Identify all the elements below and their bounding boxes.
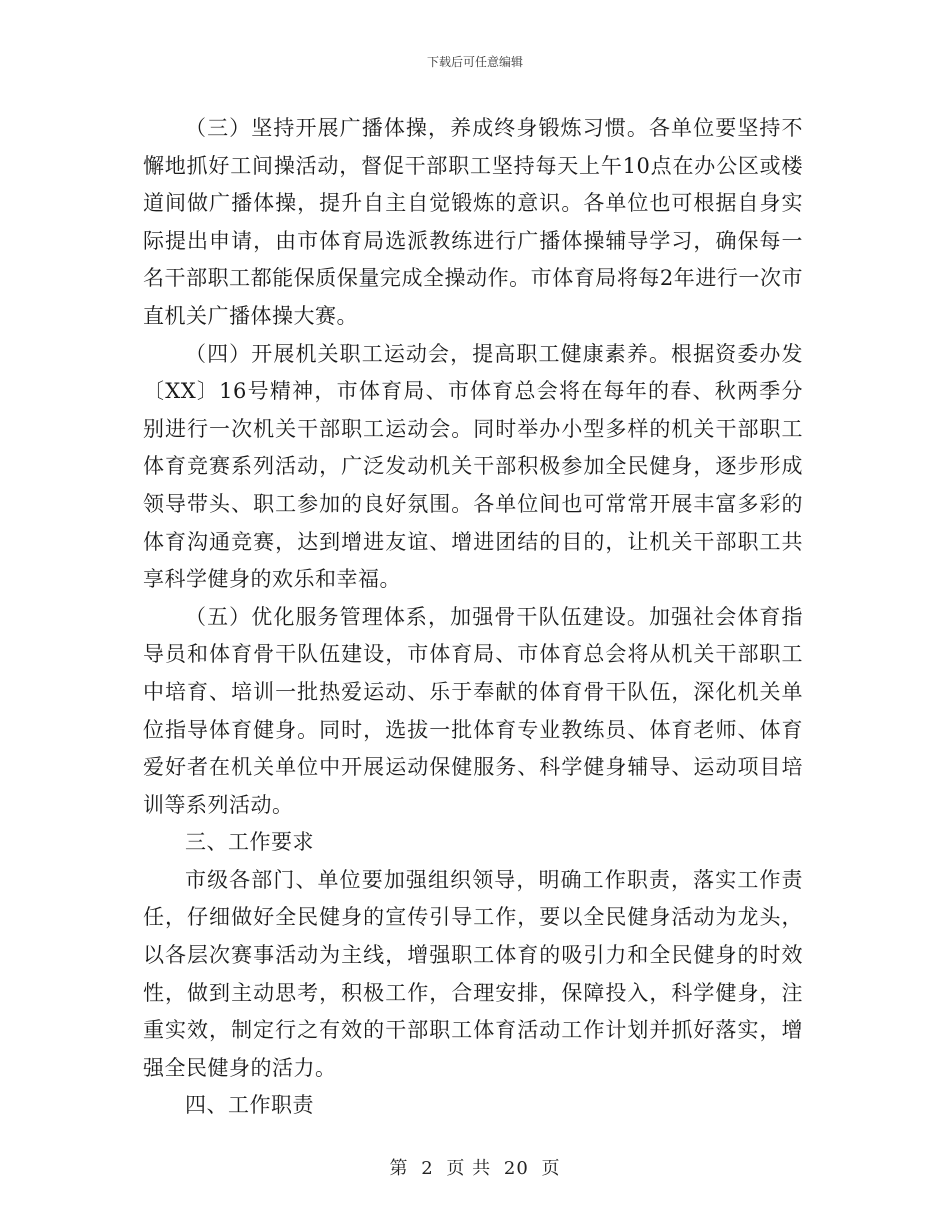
section-heading-work-duties: 四、工作职责 [185, 1093, 314, 1118]
section-heading-work-requirements: 三、工作要求 [185, 830, 314, 855]
footer-suffix: 页 [541, 1158, 561, 1179]
page-header: 下载后可任意编辑 [426, 55, 523, 69]
footer-total-pages: 20 [503, 1158, 529, 1179]
footer-mid: 页 共 [446, 1158, 492, 1179]
paragraph-sports-meeting: （四）开展机关职工运动会，提高职工健康素养。根据资委办发〔XX〕16号精神，市体育局、市体育总会将在每年的春、秋两季分别进行一次机关干部职工运动会。同时举办小型多样的机关干部职工体育竞赛系列活动，广泛发动机关干部积极参加全民健身，逐步形成领导带头、职工参加的良好氛围。各单位间也可常常开展丰富多彩的体育沟通竞赛，达到增进友谊、增进团结的目的，让机关干部职工共享科学健身的欢乐和幸福。 [143, 341, 803, 592]
page-footer [0, 1154, 950, 1180]
footer-page-number: 2 [421, 1158, 434, 1179]
paragraph-work-requirements: 市级各部门、单位要加强组织领导，明确工作职责，落实工作责任，仔细做好全民健身的宣传引导工作，要以全民健身活动为龙头，以各层次赛事活动为主线，增强职工体育的吸引力和全民健身的时效性，做到主动思考，积极工作，合理安排，保障投入，科学健身，注重实效，制定行之有效的干部职工体育活动工作计划并抓好落实，增强全民健身的活力。 [143, 867, 803, 1080]
footer-prefix: 第 [389, 1158, 409, 1179]
document-body [143, 110, 803, 1125]
paragraph-service-system: （五）优化服务管理体系，加强骨干队伍建设。加强社会体育指导员和体育骨干队伍建设，市体育局、市体育总会将从机关干部职工中培育、培训一批热爱运动、乐于奉献的体育骨干队伍，深化机关单位指导体育健身。同时，选拔一批体育专业教练员、体育老师、体育爱好者在机关单位中开展运动保健服务、科学健身辅导、运动项目培训等系列活动。 [143, 604, 803, 817]
paragraph-broadcast-exercise: （三）坚持开展广播体操，养成终身锻炼习惯。各单位要坚持不懈地抓好工间操活动，督促干部职工坚持每天上午10点在办公区或楼道间做广播体操，提升自主自觉锻炼的意识。各单位也可根据自身实际提出申请，由市体育局选派教练进行广播体操辅导学习，确保每一名干部职工都能保质保量完成全操动作。市体育局将每2年进行一次市直机关广播体操大赛。 [143, 116, 803, 328]
